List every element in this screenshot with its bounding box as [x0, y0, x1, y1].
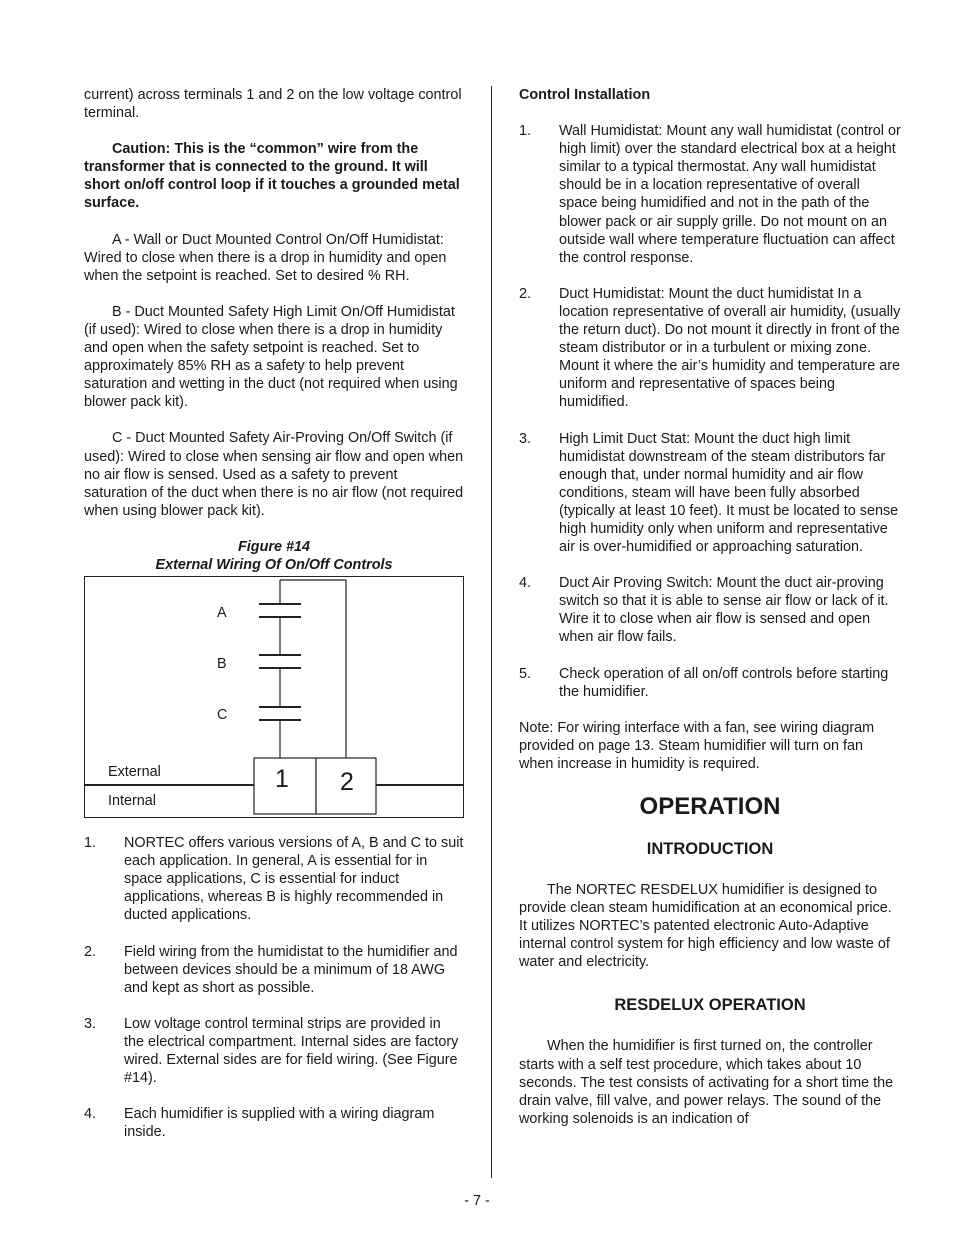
list-item: 3. Low voltage control terminal strips are provided in the electrical compartment. Internal sides are factory wired. External sides are for field wiring. (See Figure #14). — [84, 1015, 459, 1087]
list-item: 4. Each humidifier is supplied with a wiring diagram inside. — [84, 1106, 435, 1141]
switch-b-label: B — [217, 656, 227, 673]
operation-heading: OPERATION — [639, 793, 781, 820]
terminal-1-label: 1 — [275, 765, 289, 794]
caution-paragraph: Caution: This is the “common” wire from the transformer that is connected to the ground. It will short on/off control loop if it touches a grounded metal surface. — [84, 141, 460, 212]
list-item: 3. High Limit Duct Stat: Mount the duct high limit humidistat downstream of the steam distributors far enough that, under normal humidity and air flow conditions, steam will have been fully absorbed (typically at least 10 feet). It must be located to sense high humidity only when uniform and representative air is over-humidified or approaching saturation. — [519, 430, 899, 556]
intro-paragraph: current) across terminals 1 and 2 on the low voltage control terminal. — [84, 87, 462, 122]
list-item: 2. Field wiring from the humidistat to the humidifier and between devices should be a minimum of 18 AWG and kept as short as possible. — [84, 943, 458, 996]
switch-c-label: C — [217, 707, 228, 724]
figure-caption — [84, 538, 464, 574]
control-installation-heading: Control Installation — [519, 87, 651, 103]
installation-steps-list — [519, 122, 901, 701]
internal-label: Internal — [108, 793, 156, 810]
page-number: - 7 - — [464, 1193, 490, 1209]
introduction-paragraph: The NORTEC RESDELUX humidifier is designed to provide clean steam humidification at an economical price. It utilizes NORTEC’s patented electronic Auto-Adaptive internal control system for high efficiency and low waste of water and electricity. — [519, 882, 892, 971]
list-item: 5. Check operation of all on/off controls before starting the humidifier. — [519, 665, 889, 700]
control-c-paragraph: C - Duct Mounted Safety Air-Proving On/Off Switch (if used): Wired to close when sensing air flow and open when no air flow is sensed. Used as a safety to prevent saturation of the duct when there is no air flow (not required when using blower pack kit). — [84, 430, 464, 519]
terminal-2-label: 2 — [340, 768, 354, 797]
resdelux-operation-paragraph: When the humidifier is first turned on, the controller starts with a self test procedure, which takes about 10 seconds. The test consists of activating for a short time the drain valve, fill valve, and power relays. The sound of the working solenoids is an indication of — [519, 1038, 894, 1127]
figure-title: External Wiring Of On/Off Controls — [155, 556, 393, 573]
left-column — [84, 86, 464, 1159]
wiring-notes-list — [84, 834, 464, 1141]
wiring-diagram — [84, 576, 464, 818]
list-item: 2. Duct Humidistat: Mount the duct humidistat In a location representative of overall air humidity, (usually the return duct). Do not mount it directly in front of the steam distributor or in a turbulent or mixing zone. Mount it where the air’s humidity and temperature are uniform and representative of spaces being humidified. — [519, 285, 901, 411]
switch-a-label: A — [217, 605, 227, 622]
right-column — [519, 86, 901, 1128]
list-item: 1. Wall Humidistat: Mount any wall humidistat (control or high limit) over the standard electrical box at a height similar to a typical thermostat. Any wall humidistat should be in a location representative of overall space being humidified and not in the path of the blower pack or air supply grille. Do not mount on an outside wall where temperature fluctuation can affect the control response. — [519, 123, 901, 266]
control-a-paragraph: A - Wall or Duct Mounted Control On/Off Humidistat: Wired to close when there is a drop in humidity and open when the setpoint is reached. Set to desired % RH. — [84, 231, 447, 284]
control-b-paragraph: B - Duct Mounted Safety High Limit On/Off Humidistat (if used): Wired to close when there is a drop in humidity and open when the safety setpoint is reached. Set to approximately 85% RH as a safety to help prevent saturation and wetting in the duct (not required when using blower pack kit). — [84, 303, 458, 411]
list-item: 4. Duct Air Proving Switch: Mount the duct air-proving switch so that it is able to sense air flow or lack of it. Wire it to close when air flow is sensed and open when air flow fails. — [519, 575, 889, 646]
resdelux-operation-heading: RESDELUX OPERATION — [614, 996, 806, 1015]
fan-note: Note: For wiring interface with a fan, see wiring diagram provided on page 13. Steam humidifier will turn on fan when increase in humidity is required. — [519, 719, 875, 772]
external-label: External — [108, 764, 161, 781]
list-item: 1. NORTEC offers various versions of A, B and C to suit each application. In general, A is essential for in space applications, C is essential for induct applications, whereas B is highly recommended in ducted applications. — [84, 835, 464, 924]
wiring-diagram-drawing — [84, 576, 464, 818]
column-divider — [491, 86, 492, 1178]
introduction-heading: INTRODUCTION — [646, 840, 774, 858]
figure-number: Figure #14 — [238, 538, 310, 555]
